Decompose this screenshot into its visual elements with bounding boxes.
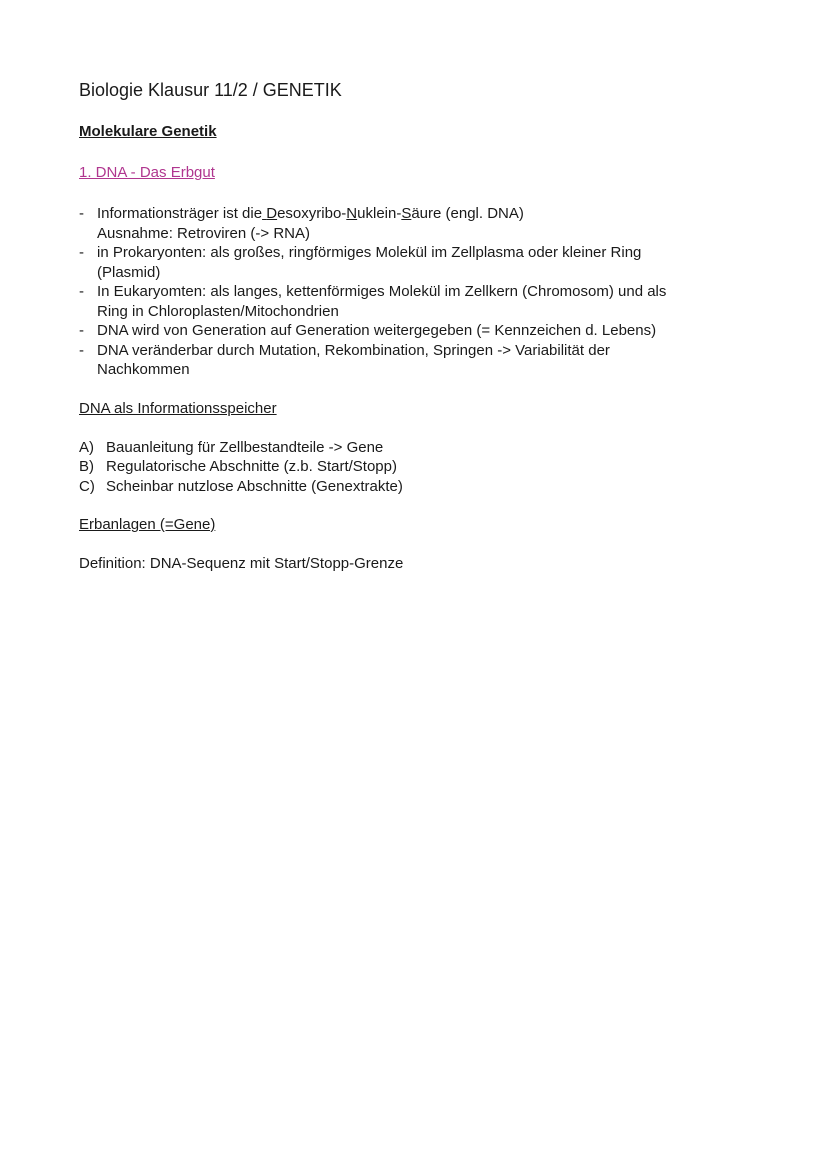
- alpha-list: [79, 438, 759, 497]
- bullet-text: In Eukaryomten: als langes, kettenförmiges Molekül im Zellkern (Chromosom) und als: [97, 283, 667, 300]
- list-item: [79, 457, 759, 477]
- section-heading: Molekulare Genetik: [79, 123, 217, 140]
- genes-heading: Erbanlagen (=Gene): [79, 516, 216, 533]
- definition-text: Definition: DNA-Sequenz mit Start/Stopp-Grenze: [79, 555, 404, 572]
- dna-bullet-list: [79, 204, 759, 380]
- list-item: [79, 321, 759, 341]
- dash-marker: -: [79, 322, 84, 339]
- bullet-text: Informationsträger ist die Desoxyribo-Nuklein-Säure (engl. DNA): [97, 205, 524, 222]
- alpha-marker: C): [79, 477, 95, 495]
- document-page: [79, 78, 759, 574]
- bullet-text: DNA veränderbar durch Mutation, Rekombination, Springen -> Variabilität der: [97, 341, 610, 359]
- dash-marker: -: [79, 244, 84, 261]
- numbered-heading: 1. DNA - Das Erbgut: [79, 164, 215, 181]
- dash-marker: -: [79, 341, 84, 359]
- document-title: Biologie Klausur 11/2 / GENETIK: [79, 80, 342, 100]
- bullet-text-continued: Ring in Chloroplasten/Mitochondrien: [97, 302, 339, 320]
- list-item: [79, 204, 759, 243]
- bullet-text-continued: Ausnahme: Retroviren (-> RNA): [97, 224, 310, 242]
- bullet-text: in Prokaryonten: als großes, ringförmiges Molekül im Zellplasma oder kleiner Ring: [97, 244, 642, 261]
- list-item: [79, 477, 759, 497]
- bullet-text-continued: (Plasmid): [97, 263, 161, 281]
- bullet-text: DNA wird von Generation auf Generation weitergegeben (= Kennzeichen d. Lebens): [97, 322, 657, 339]
- list-item: [79, 438, 759, 458]
- list-item: [79, 341, 759, 380]
- alpha-text: Regulatorische Abschnitte (z.b. Start/Stopp): [106, 458, 397, 475]
- dash-marker: -: [79, 283, 84, 300]
- bullet-text-continued: Nachkommen: [97, 361, 190, 378]
- alpha-marker: B): [79, 458, 94, 475]
- list-item: [79, 243, 759, 282]
- dash-marker: -: [79, 205, 84, 222]
- alpha-text: Scheinbar nutzlose Abschnitte (Genextrakte): [106, 477, 403, 495]
- alpha-marker: A): [79, 438, 94, 456]
- list-item: [79, 282, 759, 321]
- alpha-text: Bauanleitung für Zellbestandteile -> Gene: [106, 438, 384, 456]
- info-storage-heading: DNA als Informationsspeicher: [79, 399, 277, 417]
